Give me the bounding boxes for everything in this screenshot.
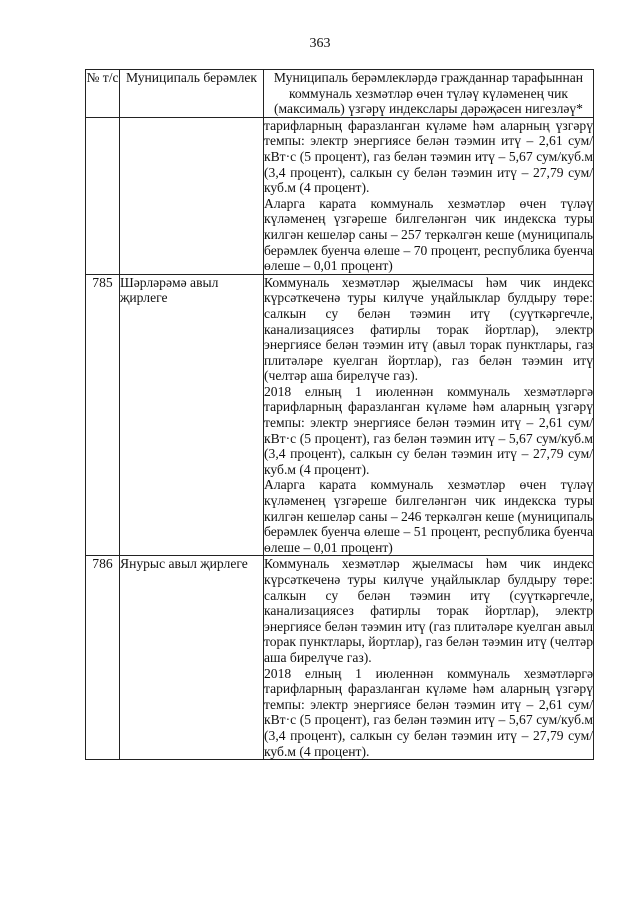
table-row bbox=[86, 274, 594, 556]
table-row bbox=[86, 117, 594, 274]
description-paragraph: Коммуналь хезмәтләр җыелмасы һәм чик индекс күрсәткеченә туры килүче уңайлыклар булдыру төре: салкын су белән тәэмин итү (суүткәргечле, канализациясез фатирлы торак йортлар), электр энергиясе белән тәэмин итү (авыл торак пунктлары, газ плитәләре куелган йортлар), газ белән тәэмин итү (челтәр аша бирелүче газ). bbox=[264, 274, 593, 384]
page-number: 363 bbox=[309, 36, 331, 51]
table-body bbox=[86, 117, 594, 759]
basis-description bbox=[264, 274, 594, 556]
basis-description bbox=[264, 117, 594, 274]
tariff-table bbox=[85, 69, 594, 760]
row-number: 786 bbox=[86, 556, 120, 760]
municipality-name: Шәрләрәмә авыл җирлеге bbox=[120, 274, 264, 556]
description-paragraph: 2018 елның 1 июленнән коммуналь хезмәтләргә тарифларның фаразланган күләме һәм аларның үзгәрү темпы: электр энергиясе белән тәэмин итү – 2,61 сум/кВт·с (5 процент), газ белән тәэмин итү – 5,67 сум/куб.м (3,4 процент), салкын су белән тәэмин итү – 27,79 сум/куб.м (4 процент). bbox=[264, 383, 593, 477]
description-paragraph: тарифларның фаразланган күләме һәм аларның үзгәрү темпы: электр энергиясе белән тәэмин итү – 2,61 сум/кВт·с (5 процент), газ белән тәэмин итү – 5,67 сум/куб.м (3,4 процент), салкын су белән тәэмин итү – 27,79 сум/куб.м (4 процент). bbox=[264, 117, 593, 196]
row-number bbox=[86, 117, 120, 274]
municipality-name bbox=[120, 117, 264, 274]
header-basis: Муниципаль берәмлекләрдә гражданнар тарафыннан коммуналь хезмәтләр өчен түләү күләменең чик (максималь) үзгәрү индекслары дәрәҗәсен нигезләү* bbox=[264, 70, 594, 118]
description-paragraph: Коммуналь хезмәтләр җыелмасы һәм чик индекс күрсәткеченә туры килүче уңайлыклар булдыру төре: салкын су белән тәэмин итү (суүткәргечле, канализациясез фатирлы торак йортлар), электр энергиясе белән тәэмин итү (газ плитәләре куелган авыл торак пунктлары, йортлар), газ белән тәэмин итү (челтәр аша бирелүче газ). bbox=[264, 556, 593, 665]
row-number: 785 bbox=[86, 274, 120, 556]
header-municipality: Муниципаль берәмлек bbox=[120, 70, 264, 118]
municipality-name: Янурыс авыл җирлеге bbox=[120, 556, 264, 760]
description-paragraph: Аларга карата коммуналь хезмәтләр өчен түләү күләменең үзгәреше билгеләнгән чик индекска туры килгән кешеләр саны – 246 теркәлгән кеше (муниципаль берәмлек буенча өлеше – 51 процент, республика буенча өлеше – 0,01 процент) bbox=[264, 477, 593, 555]
table-row bbox=[86, 556, 594, 760]
table-header-row bbox=[86, 70, 594, 118]
header-num: № т/с bbox=[86, 70, 120, 118]
description-paragraph: Аларга карата коммуналь хезмәтләр өчен түләү күләменең үзгәреше билгеләнгән чик индекска туры килгән кешеләр саны – 257 теркәлгән кеше (муниципаль берәмлек буенча өлеше – 70 процент, республика буенча өлеше – 0,01 процент) bbox=[264, 195, 593, 274]
description-paragraph: 2018 елның 1 июленнән коммуналь хезмәтләргә тарифларның фаразланган күләме һәм аларның үзгәрү темпы: электр энергиясе белән тәэмин итү – 2,61 сум/кВт·с (5 процент), газ белән тәэмин итү – 5,67 сум/куб.м (3,4 процент), салкын су белән тәэмин итү – 27,79 сум/куб.м (4 процент). bbox=[264, 665, 593, 759]
basis-description bbox=[264, 556, 594, 760]
